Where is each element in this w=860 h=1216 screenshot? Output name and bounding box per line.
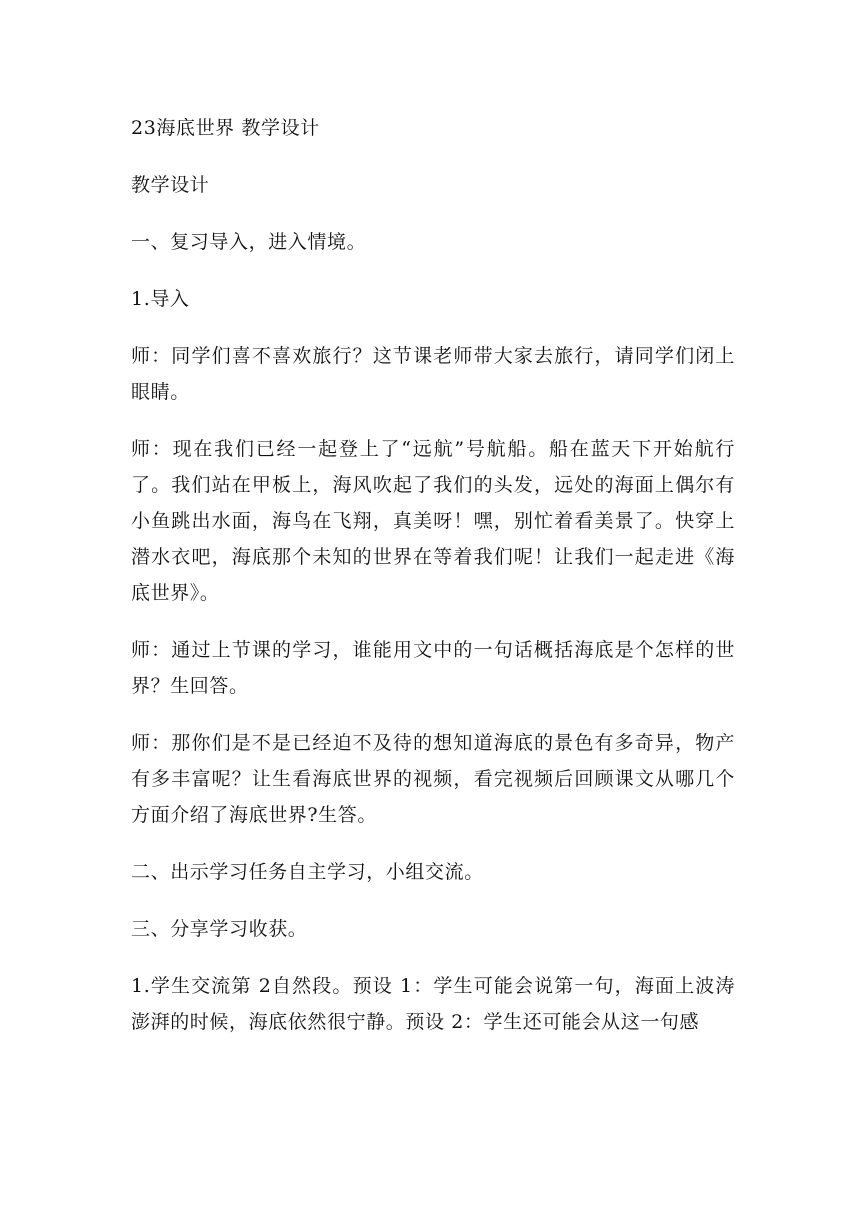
section-label: 教学设计 — [131, 174, 210, 196]
section-heading-2: 二、出示学习任务自主学习，小组交流。 — [131, 861, 484, 883]
section-heading-1: 一、复习导入，进入情境。 — [131, 231, 367, 253]
paragraph: 师：现在我们已经一起登上了“远航”号航船。船在蓝天下开始航行了。我们站在甲板上，海风吹起了我们的头发，远处的海面上偶尔有小鱼跳出水面，海鸟在飞翔，真美呀！嘿，别忙着看美景了。快穿上潜水衣吧，海底那个未知的世界在等着我们呢！让我们一起走进《海底世界》。 — [131, 438, 735, 604]
subsection-heading: 1.导入 — [131, 288, 190, 310]
document-body — [131, 110, 735, 1061]
paragraph: 师：那你们是不是已经迫不及待的想知道海底的景色有多奇异，物产有多丰富呢？让生看海底世界的视频，看完视频后回顾课文从哪几个方面介绍了海底世界?生答。 — [131, 732, 735, 826]
paragraph: 师：通过上节课的学习，谁能用文中的一句话概括海底是个怎样的世界？生回答。 — [131, 639, 735, 697]
paragraph: 1.学生交流第 2自然段。预设 1：学生可能会说第一句，海面上波涛澎湃的时候，海底依然很宁静。预设 2：学生还可能会从这一句感 — [131, 975, 735, 1033]
section-heading-3: 三、分享学习收获。 — [131, 918, 308, 940]
document-title: 23海底世界 教学设计 — [131, 117, 320, 139]
paragraph: 师：同学们喜不喜欢旅行？这节课老师带大家去旅行，请同学们闭上眼睛。 — [131, 345, 735, 403]
